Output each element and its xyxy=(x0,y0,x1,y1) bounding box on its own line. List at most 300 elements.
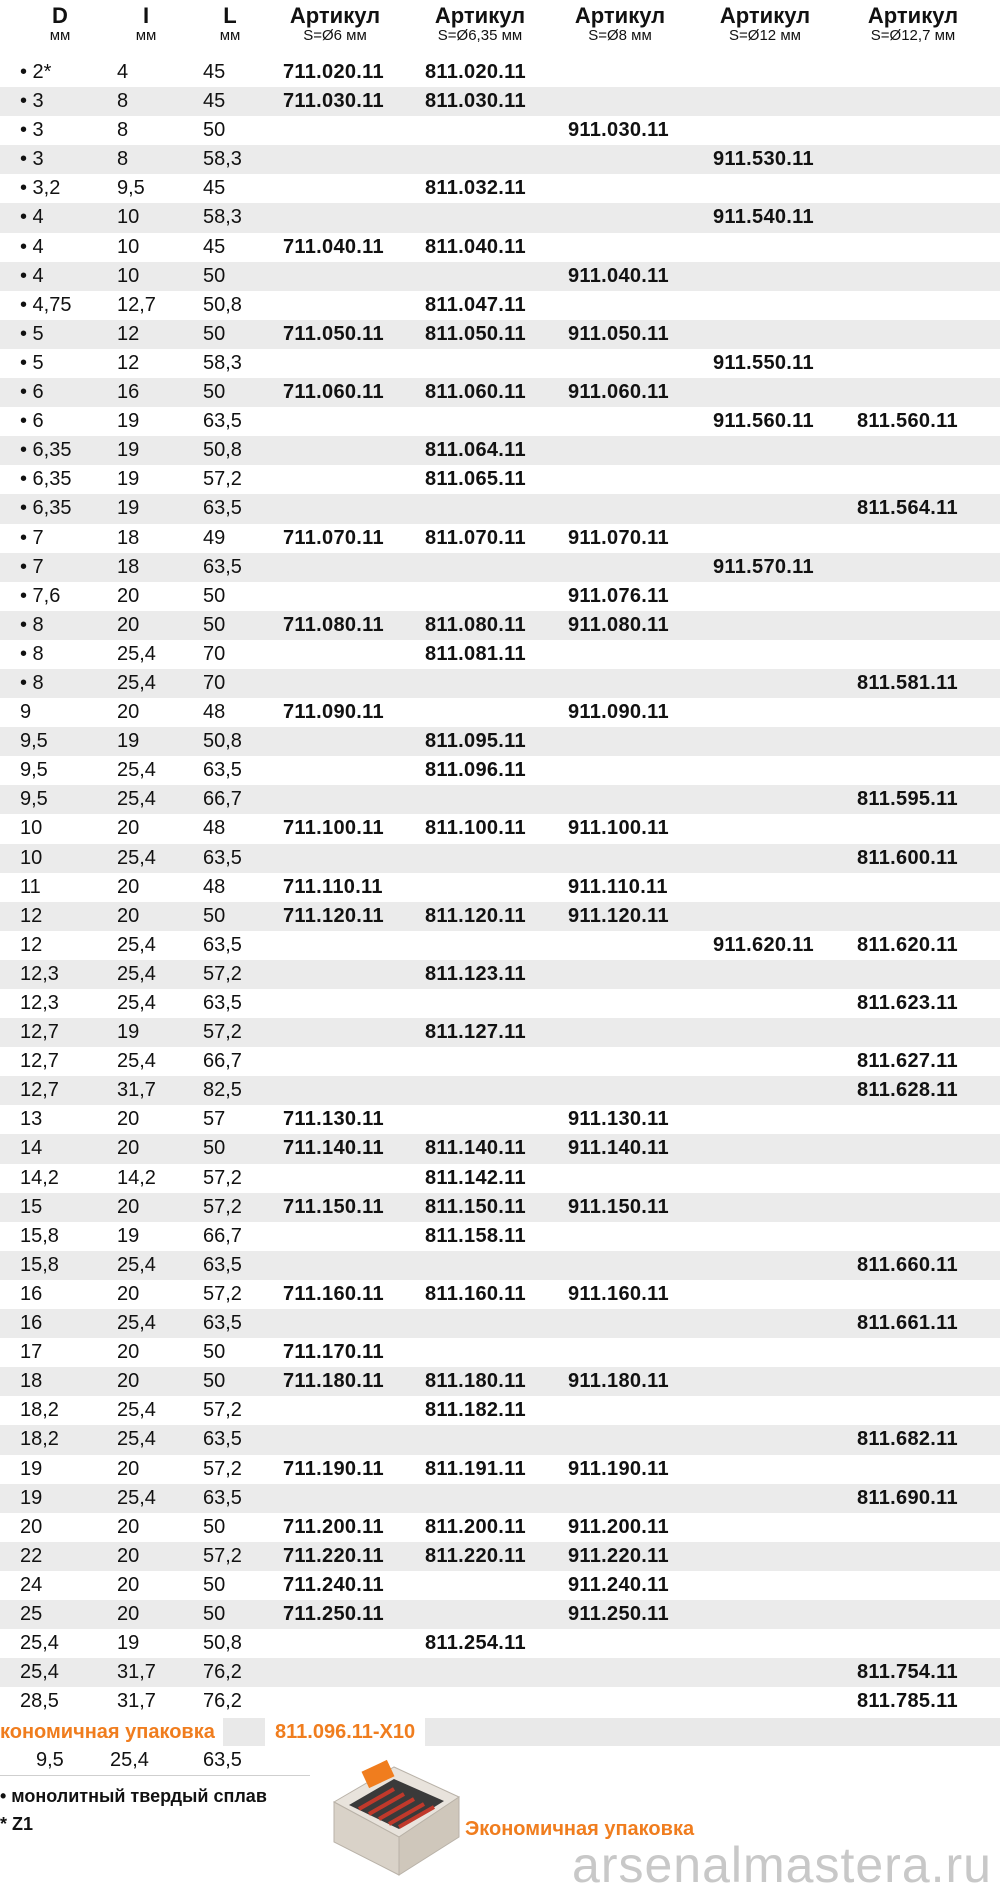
cell-article-127: 811.627.11 xyxy=(857,1050,958,1073)
cell-l: 57,2 xyxy=(203,1282,242,1305)
cell-l: 50 xyxy=(203,1370,226,1393)
table-row xyxy=(0,524,1000,553)
economy-pack-row xyxy=(0,1746,310,1776)
table-row xyxy=(0,902,1000,931)
cell-article-127: 811.620.11 xyxy=(857,933,958,956)
cell-article-127: 811.595.11 xyxy=(857,788,958,811)
cell-l: 57,2 xyxy=(203,1399,242,1422)
cell-l: 63,5 xyxy=(203,1486,242,1509)
cell-i: 20 xyxy=(117,1544,140,1567)
cell-d: 19 xyxy=(20,1486,43,1509)
table-row xyxy=(0,1425,1000,1454)
table-row xyxy=(0,1513,1000,1542)
cell-article-635: 811.070.11 xyxy=(425,526,526,549)
cell-i: 19 xyxy=(117,1224,140,1247)
cell-l: 45 xyxy=(203,90,226,113)
cell-article-8: 911.140.11 xyxy=(568,1137,669,1160)
cell-l: 57,2 xyxy=(203,1457,242,1480)
cell-l: 76,2 xyxy=(203,1690,242,1713)
table-row xyxy=(0,407,1000,436)
legend-z1: * Z1 xyxy=(0,1814,34,1834)
cell-i: 20 xyxy=(117,1370,140,1393)
table-row xyxy=(0,1571,1000,1600)
cell-article-6: 711.120.11 xyxy=(283,904,384,927)
table-row xyxy=(0,669,1000,698)
cell-d: • 7 xyxy=(20,526,44,549)
cell-l: 50,8 xyxy=(203,293,242,316)
cell-l: 63,5 xyxy=(203,497,242,520)
table-row xyxy=(0,1251,1000,1280)
cell-d: • 7 xyxy=(20,555,44,578)
table-row xyxy=(0,320,1000,349)
cell-article-8: 911.240.11 xyxy=(568,1573,669,1596)
table-row xyxy=(0,1658,1000,1687)
cell-d: 12,7 xyxy=(20,1079,59,1102)
cell-article-635: 811.080.11 xyxy=(425,613,526,636)
cell-i: 20 xyxy=(117,904,140,927)
cell-l: 63,5 xyxy=(203,759,242,782)
header-article-12-title: Артикул xyxy=(719,3,811,28)
cell-d: • 6,35 xyxy=(20,468,72,491)
cell-i: 19 xyxy=(117,1021,140,1044)
cell-i: 20 xyxy=(117,1515,140,1538)
table-row xyxy=(0,465,1000,494)
cell-article-8: 911.030.11 xyxy=(568,119,669,142)
cell-i: 20 xyxy=(117,817,140,840)
cell-l: 50 xyxy=(203,584,226,607)
header-article-12 xyxy=(710,4,820,44)
cell-i: 10 xyxy=(117,264,140,287)
table-row xyxy=(0,436,1000,465)
cell-article-635: 811.050.11 xyxy=(425,322,526,345)
cell-l: 49 xyxy=(203,526,226,549)
table-row xyxy=(0,1018,1000,1047)
cell-i: 18 xyxy=(117,555,140,578)
cell-article-635: 811.047.11 xyxy=(425,293,526,316)
economy-pack-label: кономичная упаковка xyxy=(0,1718,223,1746)
table-row xyxy=(0,262,1000,291)
cell-article-127: 811.754.11 xyxy=(857,1661,958,1684)
cell-i: 8 xyxy=(117,90,129,113)
table-row xyxy=(0,1047,1000,1076)
table-row xyxy=(0,727,1000,756)
cell-article-12: 911.560.11 xyxy=(713,410,814,433)
header-article-8-title: Артикул xyxy=(574,3,666,28)
header-article-635-title: Артикул xyxy=(434,3,526,28)
cell-l: 63,5 xyxy=(203,555,242,578)
table-row xyxy=(0,1280,1000,1309)
table-row xyxy=(0,116,1000,145)
cell-l: 57,2 xyxy=(203,468,242,491)
cell-d: 12,7 xyxy=(20,1021,59,1044)
header-article-6-size: S=Ø6 мм xyxy=(303,27,367,44)
cell-article-6: 711.060.11 xyxy=(283,381,384,404)
cell-d: 13 xyxy=(20,1108,43,1131)
cell-d: • 5 xyxy=(20,351,44,374)
cell-article-635: 811.254.11 xyxy=(425,1632,526,1655)
cell-article-12: 911.550.11 xyxy=(713,351,814,374)
cell-l: 48 xyxy=(203,701,226,724)
cell-article-8: 911.060.11 xyxy=(568,381,669,404)
cell-i: 19 xyxy=(117,1632,140,1655)
cell-article-635: 811.120.11 xyxy=(425,904,526,927)
economy-box-image xyxy=(324,1757,464,1877)
cell-d: • 4,75 xyxy=(20,293,72,316)
cell-l: 58,3 xyxy=(203,206,242,229)
cell-d: • 7,6 xyxy=(20,584,61,607)
cell-d: 17 xyxy=(20,1341,43,1364)
cell-i: 31,7 xyxy=(117,1661,156,1684)
cell-article-127: 811.600.11 xyxy=(857,846,958,869)
table-row xyxy=(0,1309,1000,1338)
table-row xyxy=(0,233,1000,262)
cell-article-6: 711.080.11 xyxy=(283,613,384,636)
header-d xyxy=(40,4,80,44)
cell-article-635: 811.095.11 xyxy=(425,730,526,753)
cell-article-635: 811.160.11 xyxy=(425,1282,526,1305)
cell-l: 50 xyxy=(203,613,226,636)
cell-l: 58,3 xyxy=(203,148,242,171)
cell-article-8: 911.090.11 xyxy=(568,701,669,724)
table-row xyxy=(0,785,1000,814)
header-l xyxy=(210,4,250,44)
cell-d: 18,2 xyxy=(20,1428,59,1451)
cell-l: 58,3 xyxy=(203,351,242,374)
cell-i: 19 xyxy=(117,410,140,433)
cell-i: 12,7 xyxy=(117,293,156,316)
cell-d: 10 xyxy=(20,846,43,869)
table-header xyxy=(0,0,1000,56)
cell-d: • 6 xyxy=(20,410,44,433)
economy-i: 25,4 xyxy=(110,1749,149,1771)
cell-l: 63,5 xyxy=(203,1312,242,1335)
cell-article-635: 811.123.11 xyxy=(425,962,526,985)
cell-i: 31,7 xyxy=(117,1690,156,1713)
table-row xyxy=(0,698,1000,727)
cell-i: 25,4 xyxy=(117,642,156,665)
cell-article-127: 811.690.11 xyxy=(857,1486,958,1509)
cell-l: 50 xyxy=(203,904,226,927)
cell-article-635: 811.060.11 xyxy=(425,381,526,404)
cell-d: 12,7 xyxy=(20,1050,59,1073)
table-row xyxy=(0,1338,1000,1367)
cell-i: 10 xyxy=(117,235,140,258)
table-row xyxy=(0,1076,1000,1105)
cell-i: 20 xyxy=(117,1573,140,1596)
table-row xyxy=(0,378,1000,407)
cell-article-8: 911.040.11 xyxy=(568,264,669,287)
header-i-unit: мм xyxy=(135,27,157,44)
cell-l: 48 xyxy=(203,817,226,840)
cell-article-8: 911.110.11 xyxy=(568,875,668,898)
cell-d: • 3 xyxy=(20,119,44,142)
cell-article-635: 811.180.11 xyxy=(425,1370,526,1393)
table-row xyxy=(0,1105,1000,1134)
cell-i: 20 xyxy=(117,1341,140,1364)
cell-i: 20 xyxy=(117,1457,140,1480)
table-row xyxy=(0,814,1000,843)
table-row xyxy=(0,1455,1000,1484)
cell-d: 11 xyxy=(20,875,41,898)
cell-article-6: 711.180.11 xyxy=(283,1370,384,1393)
cell-l: 50 xyxy=(203,1515,226,1538)
header-article-127-size: S=Ø12,7 мм xyxy=(870,27,956,44)
table-row xyxy=(0,58,1000,87)
cell-i: 20 xyxy=(117,613,140,636)
cell-article-6: 711.160.11 xyxy=(283,1282,384,1305)
cell-l: 50,8 xyxy=(203,730,242,753)
cell-d: • 4 xyxy=(20,264,44,287)
cell-l: 50 xyxy=(203,381,226,404)
product-table-body xyxy=(0,58,1000,1716)
cell-article-12: 911.570.11 xyxy=(713,555,814,578)
cell-article-6: 711.090.11 xyxy=(283,701,384,724)
cell-article-12: 911.620.11 xyxy=(713,933,814,956)
cell-l: 57,2 xyxy=(203,1166,242,1189)
table-row xyxy=(0,960,1000,989)
economy-pack-bar xyxy=(0,1718,1000,1746)
cell-l: 63,5 xyxy=(203,846,242,869)
cell-i: 9,5 xyxy=(117,177,145,200)
cell-l: 50,8 xyxy=(203,1632,242,1655)
cell-d: 9,5 xyxy=(20,759,48,782)
table-row xyxy=(0,582,1000,611)
cell-i: 12 xyxy=(117,351,140,374)
header-i xyxy=(126,4,166,44)
cell-article-8: 911.076.11 xyxy=(568,584,669,607)
cell-article-127: 811.661.11 xyxy=(857,1312,958,1335)
cell-d: • 8 xyxy=(20,642,44,665)
cell-article-8: 911.180.11 xyxy=(568,1370,669,1393)
cell-article-6: 711.190.11 xyxy=(283,1457,384,1480)
cell-l: 50 xyxy=(203,1341,226,1364)
table-row xyxy=(0,989,1000,1018)
cell-i: 8 xyxy=(117,119,129,142)
header-l-title: L xyxy=(223,3,237,28)
cell-article-8: 911.250.11 xyxy=(568,1602,669,1625)
cell-d: • 3 xyxy=(20,90,44,113)
economy-l: 63,5 xyxy=(203,1749,242,1771)
table-row xyxy=(0,1193,1000,1222)
cell-i: 25,4 xyxy=(117,759,156,782)
table-row xyxy=(0,145,1000,174)
table-row xyxy=(0,1396,1000,1425)
cell-l: 50 xyxy=(203,1137,226,1160)
cell-article-635: 811.040.11 xyxy=(425,235,526,258)
cell-d: 22 xyxy=(20,1544,43,1567)
cell-d: 16 xyxy=(20,1282,43,1305)
cell-article-6: 711.070.11 xyxy=(283,526,384,549)
cell-d: 28,5 xyxy=(20,1690,59,1713)
cell-d: • 6,35 xyxy=(20,497,72,520)
cell-article-635: 811.220.11 xyxy=(425,1544,526,1567)
cell-d: 19 xyxy=(20,1457,43,1480)
cell-i: 20 xyxy=(117,1195,140,1218)
cell-i: 10 xyxy=(117,206,140,229)
table-row xyxy=(0,1600,1000,1629)
economy-box-caption: Экономичная упаковка xyxy=(465,1818,695,1840)
cell-article-8: 911.070.11 xyxy=(568,526,669,549)
cell-article-635: 811.191.11 xyxy=(425,1457,526,1480)
cell-d: 15,8 xyxy=(20,1224,59,1247)
table-row xyxy=(0,756,1000,785)
table-row xyxy=(0,1629,1000,1658)
cell-d: 10 xyxy=(20,817,43,840)
cell-article-635: 811.142.11 xyxy=(425,1166,526,1189)
cell-article-127: 811.682.11 xyxy=(857,1428,958,1451)
cell-l: 57,2 xyxy=(203,962,242,985)
cell-article-8: 911.220.11 xyxy=(568,1544,669,1567)
cell-l: 45 xyxy=(203,177,226,200)
cell-i: 4 xyxy=(117,61,129,83)
table-row xyxy=(0,1687,1000,1716)
table-row xyxy=(0,844,1000,873)
cell-article-127: 811.623.11 xyxy=(857,992,958,1014)
header-i-title: I xyxy=(142,3,150,28)
cell-article-635: 811.127.11 xyxy=(425,1021,526,1044)
cell-i: 25,4 xyxy=(117,1486,156,1509)
table-row xyxy=(0,1542,1000,1571)
cell-i: 14,2 xyxy=(117,1166,156,1189)
cell-article-6: 711.110.11 xyxy=(283,875,383,898)
cell-l: 50 xyxy=(203,119,226,142)
table-row xyxy=(0,1367,1000,1396)
table-row xyxy=(0,873,1000,902)
cell-i: 20 xyxy=(117,1108,140,1131)
cell-i: 25,4 xyxy=(117,788,156,811)
cell-article-127: 811.560.11 xyxy=(857,410,958,433)
table-row xyxy=(0,291,1000,320)
cell-d: • 4 xyxy=(20,206,44,229)
cell-i: 20 xyxy=(117,875,140,898)
cell-article-6: 711.250.11 xyxy=(283,1602,384,1625)
cell-l: 63,5 xyxy=(203,1253,242,1276)
cell-i: 18 xyxy=(117,526,140,549)
cell-d: 9,5 xyxy=(20,788,48,811)
cell-d: 25,4 xyxy=(20,1661,59,1684)
cell-article-635: 811.158.11 xyxy=(425,1224,526,1247)
cell-article-6: 711.040.11 xyxy=(283,235,384,258)
cell-i: 19 xyxy=(117,468,140,491)
cell-article-6: 711.220.11 xyxy=(283,1544,384,1567)
cell-article-127: 811.564.11 xyxy=(857,497,958,520)
cell-i: 25,4 xyxy=(117,933,156,956)
cell-article-635: 811.140.11 xyxy=(425,1137,526,1160)
cell-article-635: 811.020.11 xyxy=(425,61,526,83)
cell-i: 19 xyxy=(117,497,140,520)
cell-i: 20 xyxy=(117,1137,140,1160)
cell-article-8: 911.080.11 xyxy=(568,613,669,636)
cell-l: 50 xyxy=(203,264,226,287)
header-d-unit: мм xyxy=(49,27,71,44)
cell-i: 25,4 xyxy=(117,671,156,694)
header-article-12-size: S=Ø12 мм xyxy=(729,27,801,44)
economy-d: 9,5 xyxy=(36,1749,64,1771)
cell-article-635: 811.065.11 xyxy=(425,468,526,491)
cell-article-6: 711.150.11 xyxy=(283,1195,384,1218)
cell-i: 20 xyxy=(117,1282,140,1305)
cell-article-127: 811.785.11 xyxy=(857,1690,958,1713)
cell-l: 50 xyxy=(203,1602,226,1625)
cell-i: 31,7 xyxy=(117,1079,156,1102)
cell-l: 57 xyxy=(203,1108,226,1131)
cell-l: 45 xyxy=(203,235,226,258)
cell-d: 12 xyxy=(20,933,43,956)
table-row xyxy=(0,174,1000,203)
cell-l: 50 xyxy=(203,1573,226,1596)
legend-carbide: • монолитный твердый сплав xyxy=(0,1786,267,1806)
cell-l: 57,2 xyxy=(203,1195,242,1218)
cell-i: 20 xyxy=(117,584,140,607)
cell-d: 16 xyxy=(20,1312,43,1335)
cell-l: 48 xyxy=(203,875,226,898)
cell-i: 25,4 xyxy=(117,1253,156,1276)
table-row xyxy=(0,87,1000,116)
cell-article-8: 911.100.11 xyxy=(568,817,669,840)
cell-l: 45 xyxy=(203,61,226,83)
cell-article-6: 711.130.11 xyxy=(283,1108,384,1131)
table-row xyxy=(0,1222,1000,1251)
cell-l: 57,2 xyxy=(203,1021,242,1044)
cell-d: 25 xyxy=(20,1602,43,1625)
cell-d: 9 xyxy=(20,701,32,724)
cell-d: 25,4 xyxy=(20,1632,59,1655)
cell-d: 18,2 xyxy=(20,1399,59,1422)
cell-d: • 2* xyxy=(20,61,52,83)
cell-article-6: 711.050.11 xyxy=(283,322,384,345)
cell-i: 25,4 xyxy=(117,1399,156,1422)
header-article-6 xyxy=(280,4,390,44)
cell-i: 19 xyxy=(117,439,140,462)
cell-article-8: 911.160.11 xyxy=(568,1282,669,1305)
cell-l: 66,7 xyxy=(203,788,242,811)
cell-d: 9,5 xyxy=(20,730,48,753)
cell-d: 20 xyxy=(20,1515,43,1538)
cell-d: 24 xyxy=(20,1573,43,1596)
table-row xyxy=(0,494,1000,523)
cell-i: 12 xyxy=(117,322,140,345)
table-row xyxy=(0,640,1000,669)
cell-i: 20 xyxy=(117,701,140,724)
cell-l: 63,5 xyxy=(203,992,242,1014)
cell-l: 66,7 xyxy=(203,1224,242,1247)
cell-l: 63,5 xyxy=(203,410,242,433)
cell-l: 82,5 xyxy=(203,1079,242,1102)
cell-l: 50,8 xyxy=(203,439,242,462)
cell-i: 25,4 xyxy=(117,992,156,1014)
cell-l: 57,2 xyxy=(203,1544,242,1567)
cell-article-635: 811.081.11 xyxy=(425,642,526,665)
cell-i: 25,4 xyxy=(117,1428,156,1451)
cell-article-12: 911.530.11 xyxy=(713,148,814,171)
cell-d: 12,3 xyxy=(20,962,59,985)
table-row xyxy=(0,349,1000,378)
header-article-6-title: Артикул xyxy=(289,3,381,28)
cell-d: 15 xyxy=(20,1195,43,1218)
cell-i: 25,4 xyxy=(117,1312,156,1335)
header-article-8-size: S=Ø8 мм xyxy=(588,27,652,44)
header-article-8 xyxy=(565,4,675,44)
cell-article-6: 711.140.11 xyxy=(283,1137,384,1160)
cell-article-6: 711.200.11 xyxy=(283,1515,384,1538)
cell-l: 70 xyxy=(203,642,226,665)
cell-d: • 6,35 xyxy=(20,439,72,462)
cell-article-6: 711.020.11 xyxy=(283,61,384,83)
cell-d: 14,2 xyxy=(20,1166,59,1189)
cell-article-127: 811.628.11 xyxy=(857,1079,958,1102)
cell-d: • 4 xyxy=(20,235,44,258)
cell-d: • 3,2 xyxy=(20,177,61,200)
